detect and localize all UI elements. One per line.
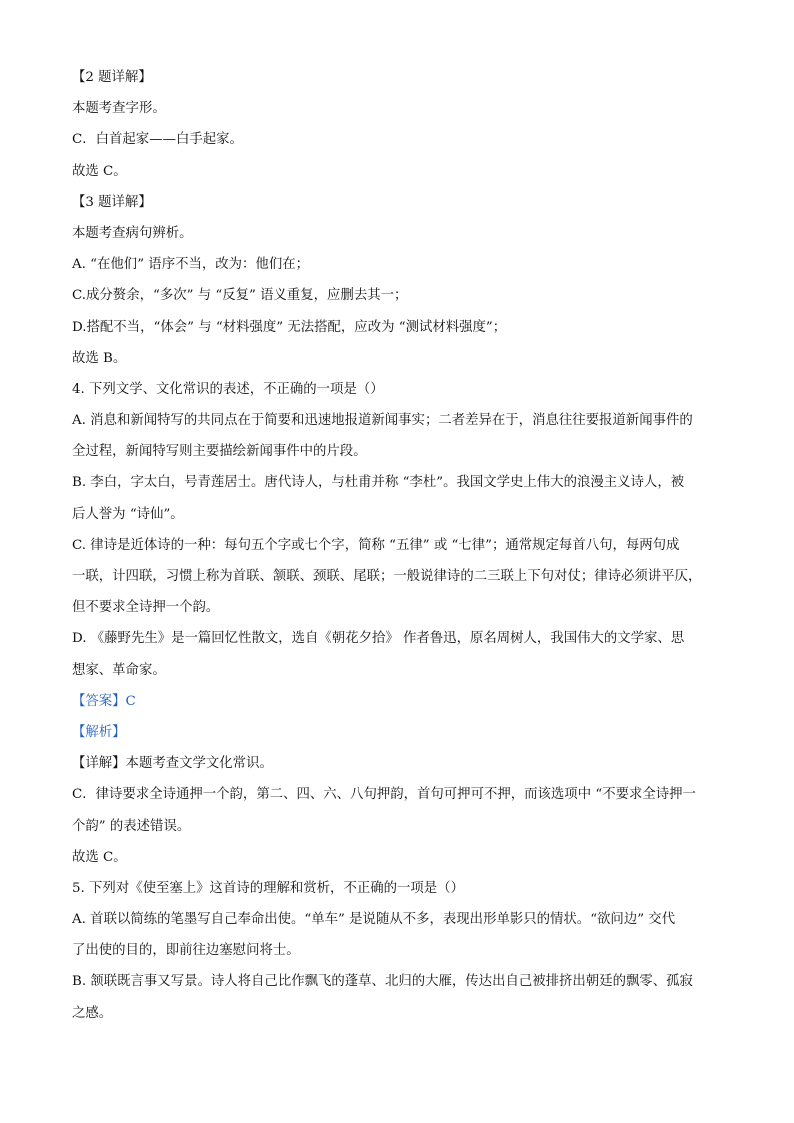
- text-line: A. “在他们” 语序不当，改为：他们在；: [72, 257, 309, 273]
- text-line: D.搭配不当，“体会” 与 “材料强度” 无法搭配，应改为 “测试材料强度”；: [72, 319, 507, 335]
- question-5-option-b: B. 颔联既言事又写景。诗人将自己比作飘飞的蓬草、北归的大雁，传达出自己被排挤出朝廷的飘零、孤寂: [72, 974, 693, 990]
- question-4-stem: 4. 下列文学、文化常识的表述，不正确的一项是（）: [72, 381, 384, 397]
- question-4-option-b: B. 李白，字太白，号青莲居士。唐代诗人，与杜甫并称 “李杜”。我国文学史上伟大的浪漫主义诗人，被: [72, 475, 685, 491]
- text-line: 但不要求全诗押一个韵。: [72, 600, 220, 616]
- analysis-label: 【解析】: [72, 724, 126, 740]
- question-4-option-d: D. 《藤野先生》是一篇回忆性散文，选自《朝花夕拾》 作者鲁迅，原名周树人，我国伟大的文学家、思: [72, 631, 685, 647]
- document-page: [72, 62, 728, 1029]
- text-line: C．律诗要求全诗通押一个韵，第二、四、六、八句押韵，首句可押可不押，而该选项中 “不要求全诗押一: [72, 787, 696, 803]
- question-5-stem: 5. 下列对《使至塞上》这首诗的理解和赏析，不正确的一项是（）: [72, 880, 464, 896]
- text-line: 个韵” 的表述错误。: [72, 818, 191, 834]
- text-line: 故选 C。: [72, 849, 127, 865]
- text-line: 故选 C。: [72, 163, 127, 179]
- text-line: 故选 B。: [72, 350, 127, 366]
- section-heading-q2: 【2 题详解】: [72, 70, 152, 85]
- detail-line: 【详解】本题考查文学文化常识。: [72, 756, 273, 772]
- text-line: 全过程，新闻特写则主要描绘新闻事件中的片段。: [72, 444, 367, 460]
- text-line: C.成分赘余，“多次” 与 “反复” 语义重复，应删去其一；: [72, 288, 408, 304]
- text-line: 了出使的目的，即前往边塞慰问将士。: [72, 943, 300, 959]
- section-heading-q3: 【3 题详解】: [72, 194, 152, 210]
- question-4-option-c: C. 律诗是近体诗的一种：每句五个字或七个字，简称 “五律” 或 “七律”；通常规定每首八句，每两句成: [72, 537, 680, 553]
- text-line: 一联，计四联，习惯上称为首联、颔联、颈联、尾联；一般说律诗的二三联上下句对仗；律诗必须讲平仄，: [72, 569, 702, 584]
- answer-label: 【答案】C: [72, 693, 136, 709]
- text-line: 后人誉为 “诗仙”。: [72, 506, 184, 522]
- text-line: 之感。: [72, 1005, 113, 1021]
- text-line: 想家、革命家。: [72, 662, 166, 678]
- text-line: C．白首起家——白手起家。: [72, 132, 243, 148]
- question-5-option-a: A. 首联以简练的笔墨写自己奉命出使。“单车” 是说随从不多，表现出形单影只的情状。“欲问边” 交代: [72, 912, 676, 928]
- text-line: 本题考查病句辨析。: [72, 225, 193, 241]
- question-4-option-a: A. 消息和新闻特写的共同点在于简要和迅速地报道新闻事实；二者差异在于，消息往往要报道新闻事件的: [72, 413, 693, 429]
- text-line: 本题考查字形。: [72, 101, 166, 117]
